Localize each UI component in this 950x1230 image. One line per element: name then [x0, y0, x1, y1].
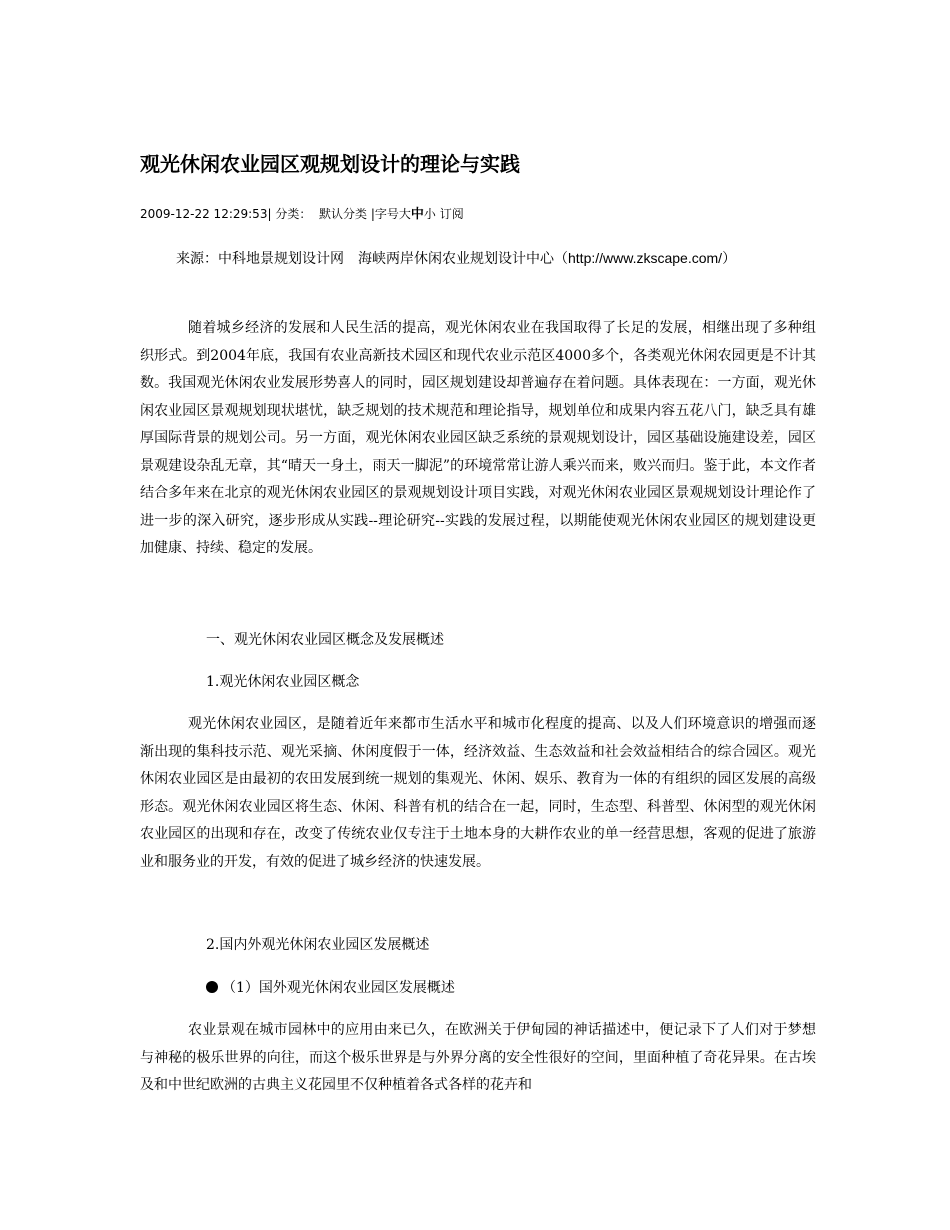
- subsection-heading-2-1: [206, 974, 455, 1002]
- source-url-link[interactable]: http://www.zkscape.com/: [568, 250, 723, 266]
- meta-separator: |: [267, 207, 272, 221]
- category-link[interactable]: 默认分类: [318, 207, 367, 221]
- article-meta: [140, 204, 816, 225]
- meta-separator: |: [370, 207, 375, 221]
- post-datetime: 2009-12-22 12:29:53: [140, 207, 268, 221]
- foreign-paragraph: 农业景观在城市园林中的应用由来已久，在欧洲关于伊甸园的神话描述中，便记录下了人们对于梦想与神秘的极乐世界的向往，而这个极乐世界是与外界分离的安全性很好的空间，里面种植了奇花异果。在古埃及和中世纪欧洲的古典主义花园里不仅种植着各式各样的花卉和: [140, 1022, 816, 1093]
- article-title: 观光休闲农业园区观规划设计的理论与实践: [140, 152, 520, 176]
- category-label: 分类：: [275, 207, 312, 221]
- font-size-small-link[interactable]: 小: [423, 207, 436, 221]
- font-size-label: 字号: [374, 207, 399, 221]
- concept-paragraph: 观光休闲农业园区，是随着近年来都市生活水平和城市化程度的提高、以及人们环境意识的增强而逐渐出现的集科技示范、观光采摘、休闲度假于一体，经济效益、生态效益和社会效益相结合的综合园区。观光休闲农业园区是由最初的农田发展到统一规划的集观光、休闲、娱乐、教育为一体的有组织的园区发展的高级形态。观光休闲农业园区将生态、休闲、科普有机的结合在一起，同时，生态型、科普型、休闲型的观光休闲农业园区的出现和存在，改变了传统农业仅专注于土地本身的大耕作农业的单一经营思想，客观的促进了旅游业和服务业的开发，有效的促进了城乡经济的快速发展。: [140, 716, 816, 870]
- font-size-medium-link[interactable]: 中: [410, 207, 424, 222]
- subsection-heading-1: 1.观光休闲农业园区概念: [206, 674, 360, 690]
- subsection-heading-2-1-text: （1）国外观光休闲农业园区发展概述: [222, 980, 455, 996]
- source-suffix: ）: [722, 251, 737, 267]
- bullet-icon: [206, 981, 218, 993]
- section-heading-1: 一、观光休闲农业园区概念及发展概述: [206, 632, 444, 648]
- subscribe-link[interactable]: 订阅: [439, 207, 464, 221]
- subsection-heading-2: 2.国内外观光休闲农业园区发展概述: [206, 937, 430, 953]
- font-size-large-link[interactable]: 大: [398, 207, 411, 221]
- article-source: [140, 244, 816, 273]
- source-prefix: 来源：中科地景规划设计网 海峡两岸休闲农业规划设计中心（: [176, 251, 568, 267]
- intro-paragraph: 随着城乡经济的发展和人民生活的提高，观光休闲农业在我国取得了长足的发展，相继出现了多种组织形式。到2004年底，我国有农业高新技术园区和现代农业示范区4000多个，各类观光休闲农园更是不计其数。我国观光休闲农业发展形势喜人的同时，园区规划建设却普遍存在着问题。具体表现在：一方面，观光休闲农业园区景观规划现状堪忧，缺乏规划的技术规范和理论指导，规划单位和成果内容五花八门，缺乏具有雄厚国际背景的规划公司。另一方面，观光休闲农业园区缺乏系统的景观规划设计，园区基础设施建设差，园区景观建设杂乱无章，其“晴天一身土，雨天一脚泥”的环境常常让游人乘兴而来，败兴而归。鉴于此，本文作者结合多年来在北京的观光休闲农业园区的景观规划设计项目实践，对观光休闲农业园区景观规划设计理论作了进一步的深入研究，逐步形成从实践--理论研究--实践的发展过程，以期能使观光休闲农业园区的规划建设更加健康、持续、稳定的发展。: [140, 320, 816, 556]
